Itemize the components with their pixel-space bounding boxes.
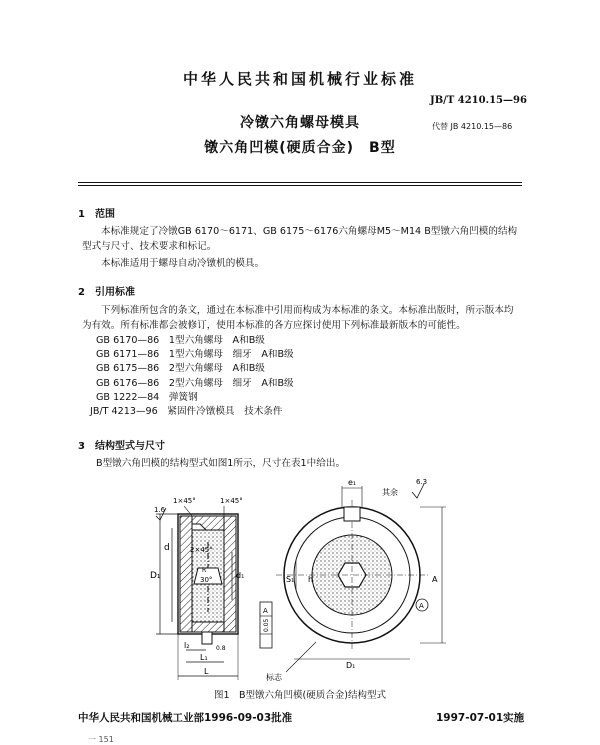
replaces-note: 代替 JB 4210.15—86 (432, 122, 513, 131)
reference-item: GB 6171—86 1型六角螺母 细牙 A和B级 (96, 349, 294, 361)
section-view (150, 497, 244, 680)
roughness-1-6: 1.6 (154, 506, 166, 514)
dim-S1: S₁ (286, 575, 295, 584)
section-2-para-1: 下列标准所包含的条文，通过在本标准中引用而构成为本标准的条文。本标准出版时，所示版本均为有效。所有标准都会被修订，使用本标准的各方应探讨使用下列标准最新版本的可能性。 (82, 305, 514, 331)
page-number: 一 151 (88, 735, 114, 744)
section-3-heading: 3 结构型式与尺寸 (78, 441, 165, 452)
dim-d1: d₁ (236, 571, 245, 580)
dim-D1-bottom: D₁ (346, 661, 356, 670)
angle-label: 30° (200, 576, 213, 584)
section-3-para-1: B型镦六角凹模的结构型式如图1所示，尺寸在表1中给出。 (96, 458, 346, 469)
doc-title-line1: 冷镦六角螺母模具 (240, 115, 360, 131)
section-1-para-2: 本标准适用于螺母自动冷镦机的模具。 (101, 258, 265, 269)
dim-e1: e₁ (348, 478, 357, 487)
roughness-rest-value: 6.3 (416, 478, 428, 486)
outer-ring-hatch-left (180, 516, 192, 632)
title-rule-thin (78, 185, 522, 186)
chamfer-label-3: 2×45° (190, 546, 213, 554)
bottom-step (192, 622, 224, 632)
roughness-rest-label: 其余 (382, 488, 398, 497)
top-step (192, 516, 224, 530)
chamfer-label-2: 1×45° (220, 497, 243, 505)
outer-ring-hatch-right (224, 516, 236, 632)
tolerance-value: 0.05 (263, 618, 270, 632)
reference-item: GB 6176—86 2型六角螺母 细牙 A和B级 (96, 377, 294, 389)
effective-date: 1997-07-01实施 (436, 712, 525, 724)
reference-item: JB/T 4213—96 紧固件冷镦模具 技术条件 (90, 406, 283, 418)
key-slot (344, 507, 360, 521)
approval-note: 中华人民共和国机械工业部1996-09-03批准 (78, 712, 293, 724)
dim-L: L (204, 667, 209, 676)
reference-list (90, 334, 294, 419)
section-2-heading: 2 引用标准 (78, 287, 135, 298)
radius-label: R (202, 567, 207, 574)
doc-title-line2: 镦六角凹模(硬质合金) B型 (204, 140, 396, 156)
dim-L1: L₁ (200, 653, 208, 662)
dim-d: d (164, 543, 170, 553)
standard-category-header: 中华人民共和国机械行业标准 (182, 70, 417, 88)
dim-h: h (308, 575, 314, 584)
dim-A: A (432, 575, 438, 584)
mark-label: 标志 (266, 673, 282, 682)
title-rule-thick (78, 182, 522, 183)
chamfer-label-1: 1×45° (173, 497, 196, 505)
reference-item: GB 6175—86 2型六角螺母 A和B级 (96, 363, 265, 375)
dim-l2: l₂ (184, 641, 190, 650)
front-view (260, 478, 446, 682)
section-1-heading: 1 范围 (78, 209, 115, 220)
tolerance-datum: A (263, 607, 268, 615)
figure-1-drawing (120, 472, 480, 686)
standard-number: JB/T 4210.15—96 (430, 95, 527, 106)
bottom-groove (202, 632, 212, 644)
figure-1-caption: 图1 B型镦六角凹模(硬质合金)结构型式 (214, 690, 386, 701)
reference-item: GB 6170—86 1型六角螺母 A和B级 (96, 335, 265, 346)
section-1-para-1: 本标准规定了冷镦GB 6170～6171、GB 6175～6176六角螺母M5～M14 B型镦六角凹模的结构型式与尺寸、技术要求和标记。 (82, 226, 518, 252)
datum-A-label: A (419, 602, 424, 610)
reference-item: GB 1222—84 弹簧钢 (96, 391, 198, 403)
roughness-0-8: 0.8 (216, 645, 226, 652)
dim-D1: D₁ (150, 571, 161, 581)
